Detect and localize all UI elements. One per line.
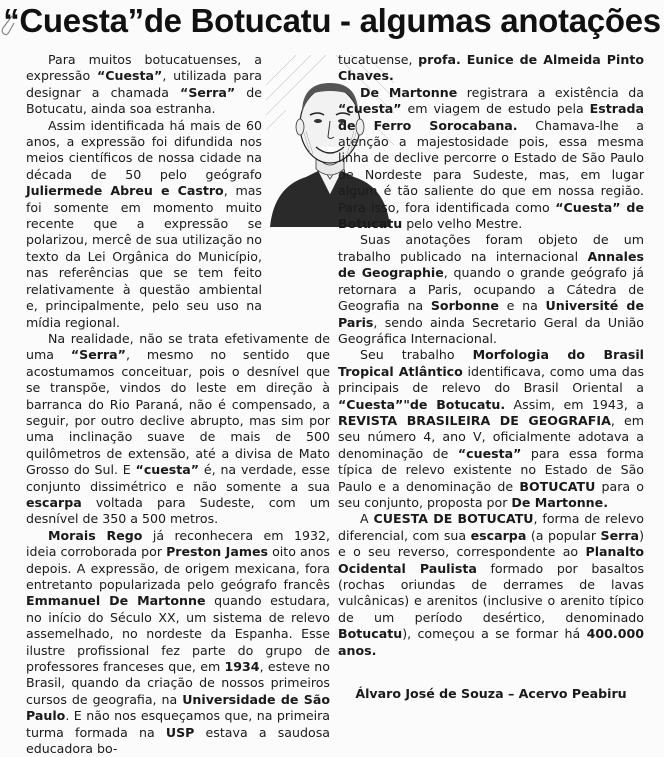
article-paragraph [26,331,330,528]
article-paragraph [338,85,644,233]
emphasis-text: “Cuesta” [96,68,163,84]
emphasis-text: De Martonne. [511,494,608,510]
article-paragraph [338,347,644,511]
emphasis-text: Annales de Geographie [338,248,644,281]
emphasis-text: REVISTA BRASILEIRA DE GEOGRAFIA [338,412,611,428]
article-paragraph [26,528,330,757]
body-text: tucatuense, [338,52,419,67]
body-text: de Botucatu, ainda soa estranha. [26,84,262,117]
emphasis-text: BOTUCATU [519,478,596,494]
body-text: em viagem de estudo pela [401,101,590,117]
body-text: , forma de relevo diferencial, com sua [338,511,645,543]
body-text: já reconhecera em 1932, ideia corroborada por [26,527,331,560]
emphasis-text: “cuesta” [338,101,402,117]
body-text: , em seu número 4, ano V, oficialmente adotava a denominação de [338,412,644,461]
author-credit: Álvaro José de Souza – Acervo Peabiru [355,686,627,701]
article-paragraph [338,52,644,85]
emphasis-text: 1934 [224,659,260,675]
emphasis-text: Serra [600,527,640,543]
emphasis-text: CUESTA DE BOTUCATU [373,511,534,527]
emphasis-text: “Cuesta”"de Botucatu. [338,396,506,412]
emphasis-text: Morfologia do Brasil Tropical Atlântico [338,347,644,379]
body-text: ) e o seu reverso, correspondente ao [338,527,644,560]
body-text: Assim identificada há mais de 60 anos, a expressão foi difundida nos meios científicos de nossa cidade na década de 50 pelo geógrafo [26,117,262,182]
body-text: , quando o grande geógrafo já retornara a Paris, ocupando a Cátedra de Geografia na [338,265,644,314]
emphasis-text: Juliermede Abreu e Castro [26,183,224,199]
emphasis-text: Morais Rego [48,527,143,543]
body-text: Chamava-lhe a atenção a majestosidade pois, essa mesma linha de declive percorre o Estado de São Paulo de Nordeste para Sudeste, mas, em lugar algum é tão saliente do que em nossa região. Para isso, fora identificada como [338,117,644,215]
body-text: (a popular [526,527,601,543]
body-text: , sendo ainda Secretario Geral da União Geográfica Internacional. [338,314,644,346]
emphasis-text: Botucatu [338,626,403,642]
emphasis-text: “Cuesta” de Botucatu [338,199,644,232]
body-text: Assim, em 1943, a [505,396,644,412]
emphasis-text: profa. Eunice de Almeida Pinto Chaves. [338,52,644,84]
right-column [338,52,644,659]
body-text: quando estudara, no início do Século XX, um sistema de relevo assemelhado, no nordeste da Espanha. Esse ilustre profissional fez parte do grupo de professores franceses que, em [26,593,330,675]
body-text: estava a saudosa educadora bo- [26,724,330,757]
body-text: Suas anotações foram objeto de um trabalho publicado na internacional [338,232,644,264]
body-text: ), começou a se formar há [402,626,587,642]
emphasis-text: “Serra” [70,347,126,363]
emphasis-text: escarpa [470,527,527,543]
body-text: oito anos depois. A expressão, de origem mexicana, fora entretanto popularizada pelo geógrafo francês [26,544,330,592]
body-text: . E não nos esqueçamos que, na primeira turma formada na [26,708,330,740]
body-text: e na [498,298,546,314]
body-text: A [360,511,374,527]
emphasis-text: escarpa [26,494,82,510]
body-text: , mesmo no sentido que acostumamos conceituar, pois o desnível que se transpõe, vindos do leste em direção à barranca do Rio Paraná, não é compensado, a seguir, por outro declive abrupto, mas sim por uma inclinação suave de mais de 500 quilômetros de extensão, até a divisa de Mato Grosso do Sul. E [26,347,330,478]
body-text: é, na verdade, esse conjunto dissimétrico e não somente a sua [26,462,330,494]
emphasis-text: 400.000 anos. [338,626,644,658]
body-text: Para muitos botucatuenses, a expressão [26,52,262,84]
body-text: formado por basaltos (rochas oriundas de derrames de lavas vulcânicas) e arenitos (inclusive o arenito típico de um período desértico, denominado [338,560,645,625]
body-text: registrara a existência da [457,84,644,100]
body-text: para essa forma típica de relevo existente no Estado de São Paulo e a denominação de [338,445,644,494]
emphasis-text: Preston James [166,544,269,560]
emphasis-text: Planalto Ocidental Paulista [338,544,644,576]
emphasis-text: Estrada de Ferro Sorocabana. [338,101,644,133]
emphasis-text: Université de Paris [338,298,644,330]
body-text: voltada para Sudeste, com um desnível de 350 a 500 metros. [26,494,330,527]
emphasis-text: “cuesta” [457,445,522,461]
body-text: pelo velho Mestre. [402,216,523,232]
emphasis-text: Sorbonne [430,298,499,314]
emphasis-text: De Martonne [360,84,458,100]
body-text: Seu trabalho [360,347,473,363]
emphasis-text: “cuesta” [135,462,200,478]
body-text: identificava, como uma das principais de relevo do Brasil Oriental a [338,363,644,396]
body-text: , utilizada para designar a chamada [26,68,262,100]
emphasis-text: Emmanuel De Martonne [26,593,206,609]
article-paragraph [338,232,644,347]
emphasis-text: Universidade de São Paulo [26,691,330,724]
body-text: Na realidade, não se trata efetivamente de uma [26,330,330,363]
emphasis-text: “Serra” [180,84,236,100]
emphasis-text: USP [165,724,195,740]
body-text: , mas foi somente em momento muito recente que a expressão se polarizou, mercê de sua utilização no texto da Lei Orgânica do Município, nas referências que se tem feito relativamente à questão ambiental e, principalmente, pelo seu uso na mídia regional. [26,183,262,330]
body-text: para o seu conjunto, proposta por [338,478,644,510]
body-text: , esteve no Brasil, quando da criação de nossos primeiros cursos de geografia, na [26,659,330,707]
article-paragraph [338,511,644,659]
page-title: “Cuesta”de Botucatu - algumas anotações [3,2,661,39]
